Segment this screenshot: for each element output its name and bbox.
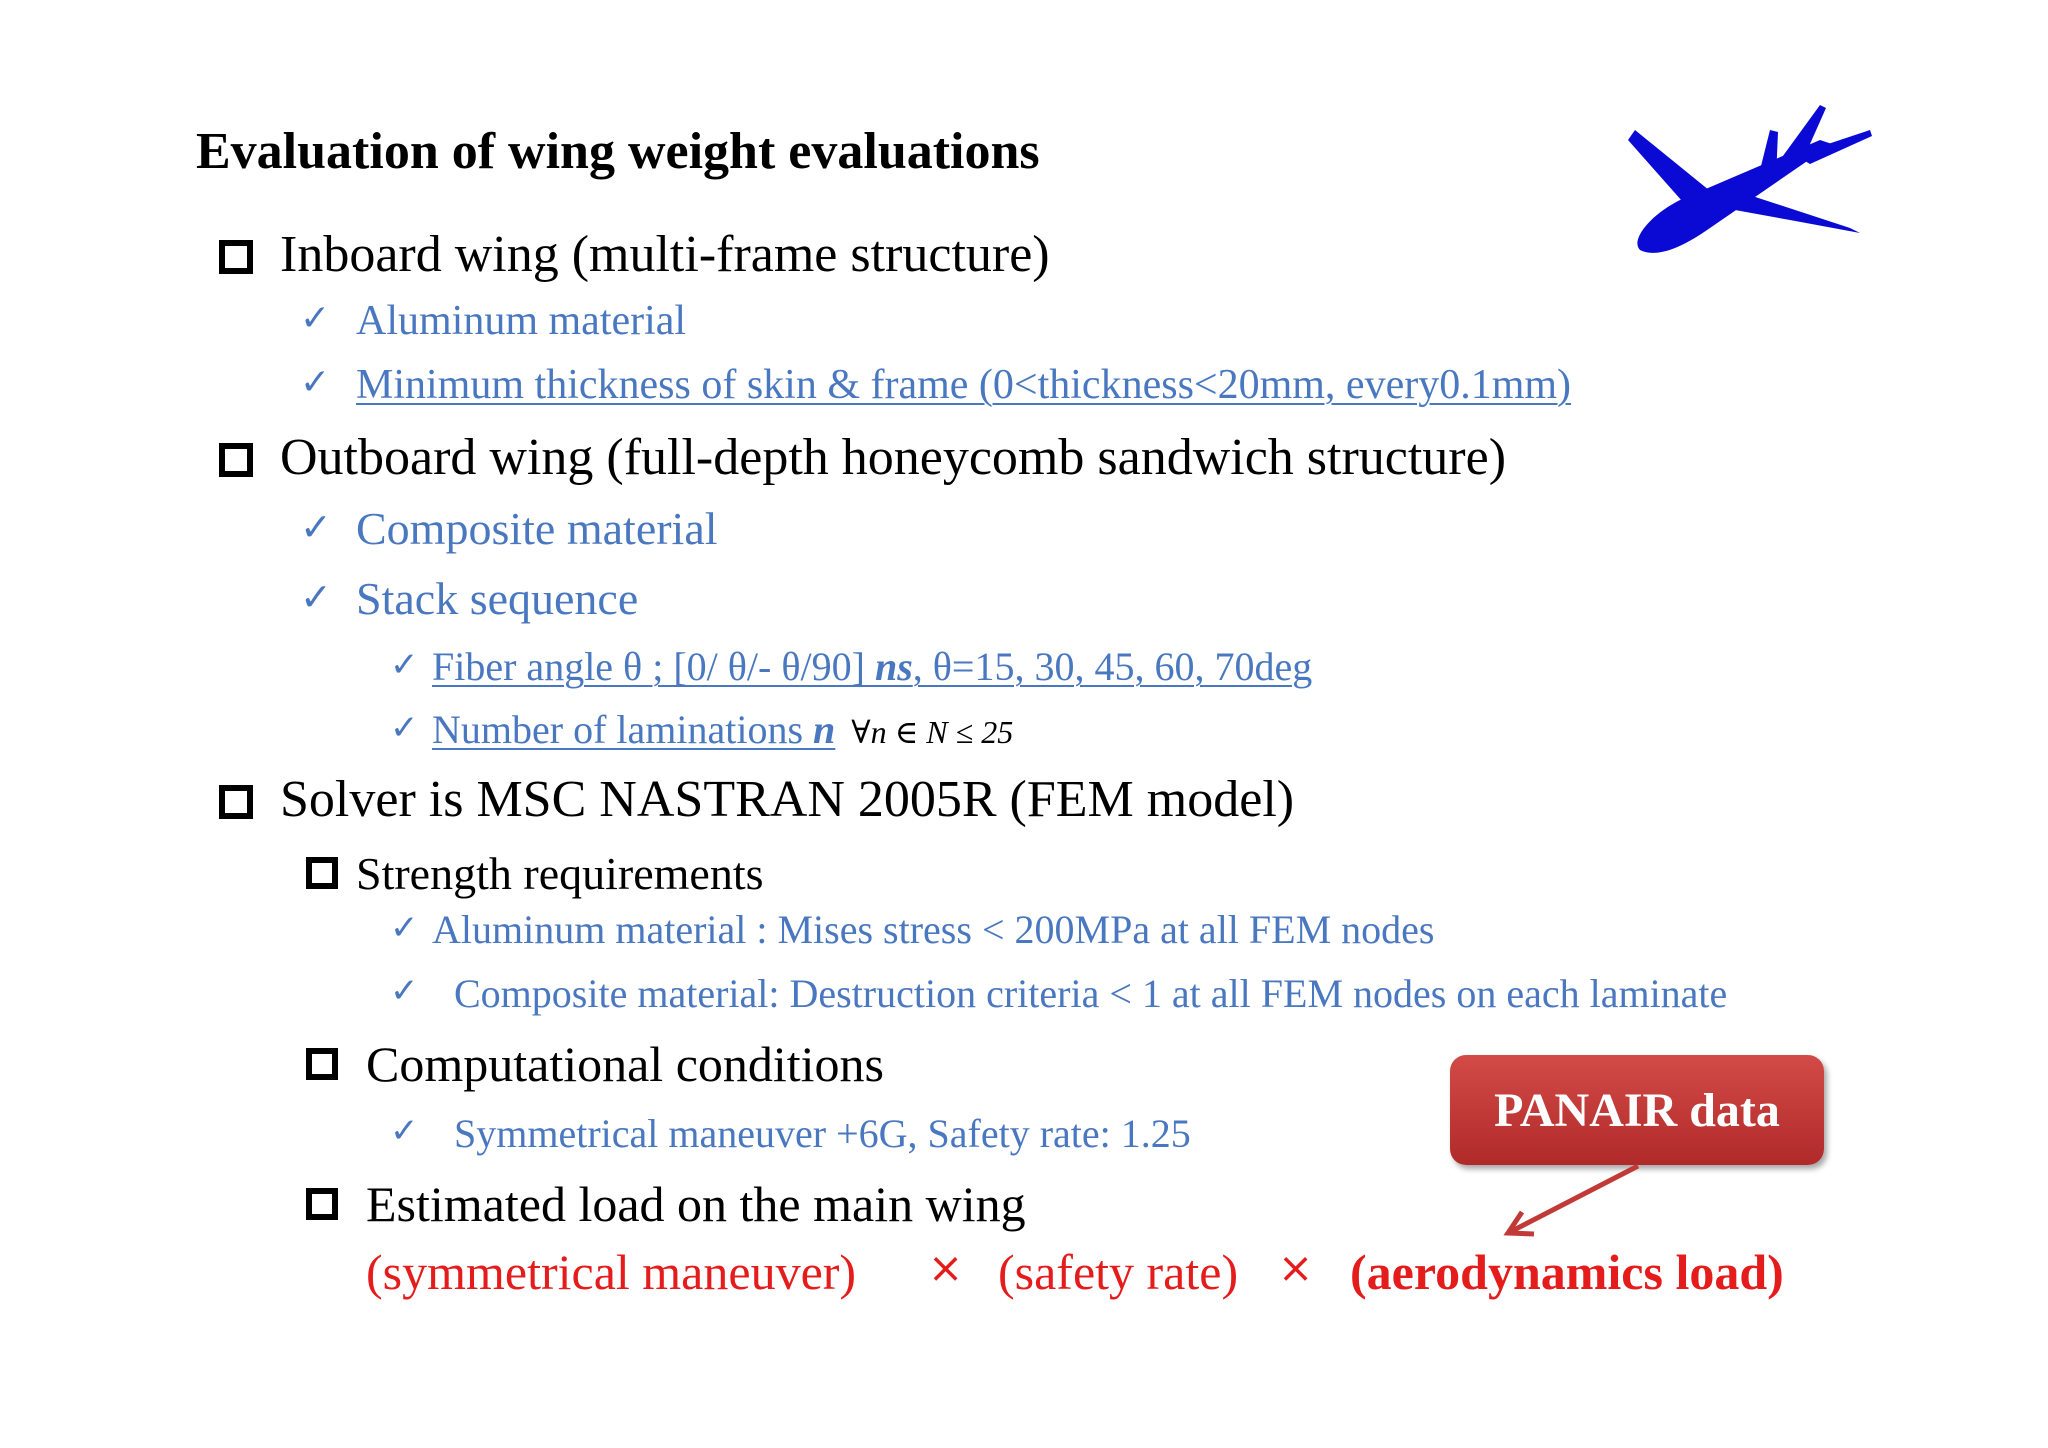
formula-aerodynamics-load: (aerodynamics load) bbox=[1350, 1244, 1784, 1300]
page-title: Evaluation of wing weight evaluations bbox=[196, 123, 1040, 180]
conditions-heading: Computational conditions bbox=[366, 1036, 885, 1092]
bullet-square-icon bbox=[306, 1048, 338, 1080]
outboard-item-stack: Stack sequence bbox=[356, 573, 639, 624]
check-icon: ✓ bbox=[390, 971, 419, 1011]
outboard-heading: Outboard wing (full-depth honeycomb sandwich structure) bbox=[280, 429, 1507, 486]
fiber-angle-ns: ns bbox=[874, 644, 913, 689]
bullet-square-icon bbox=[219, 240, 253, 274]
check-icon: ✓ bbox=[390, 1111, 419, 1151]
check-icon: ✓ bbox=[300, 505, 332, 549]
inboard-heading: Inboard wing (multi-frame structure) bbox=[280, 226, 1050, 283]
formula-safety-rate: (safety rate) bbox=[998, 1244, 1239, 1300]
fiber-angle-text: Fiber angle θ ; [0/ θ/- θ/90] bbox=[432, 644, 875, 689]
multiply-icon: × bbox=[928, 1243, 964, 1292]
strength-item-composite: Composite material: Destruction criteria < 1 at all FEM nodes on each laminate bbox=[454, 971, 1728, 1016]
bullet-square-icon bbox=[219, 785, 253, 819]
check-icon: ✓ bbox=[390, 708, 419, 748]
laminations-text: Number of laminations bbox=[432, 707, 814, 752]
strength-heading: Strength requirements bbox=[356, 848, 764, 899]
laminations-link[interactable] bbox=[432, 707, 835, 752]
check-icon: ✓ bbox=[300, 575, 332, 619]
aircraft-icon bbox=[1620, 100, 1880, 270]
bullet-square-icon bbox=[306, 857, 338, 889]
inboard-item-thickness-link[interactable]: Minimum thickness of skin & frame (0<thickness<20mm, every0.1mm) bbox=[356, 362, 1572, 408]
load-heading: Estimated load on the main wing bbox=[366, 1176, 1026, 1232]
multiply-icon: × bbox=[1278, 1243, 1314, 1292]
laminations-math: ∀n ∈ N ≤ 25 bbox=[851, 714, 1014, 750]
inboard-item-aluminum: Aluminum material bbox=[356, 298, 687, 344]
fiber-angle-link[interactable] bbox=[432, 643, 1312, 690]
check-icon: ✓ bbox=[300, 362, 331, 403]
solver-heading: Solver is MSC NASTRAN 2005R (FEM model) bbox=[280, 771, 1295, 828]
laminations-n: n bbox=[813, 707, 836, 752]
conditions-item-maneuver: Symmetrical maneuver +6G, Safety rate: 1.25 bbox=[454, 1111, 1191, 1156]
check-icon: ✓ bbox=[390, 645, 419, 685]
bullet-square-icon bbox=[306, 1188, 338, 1220]
fiber-angle-values: , θ=15, 30, 45, 60, 70deg bbox=[912, 644, 1313, 689]
bullet-square-icon bbox=[219, 443, 253, 477]
panair-data-callout: PANAIR data bbox=[1450, 1055, 1824, 1165]
arrow-icon bbox=[1480, 1160, 1660, 1260]
check-icon: ✓ bbox=[390, 908, 419, 948]
formula-symmetrical-maneuver: (symmetrical maneuver) bbox=[366, 1244, 857, 1300]
outboard-item-composite: Composite material bbox=[356, 503, 718, 554]
laminations-item bbox=[432, 706, 1013, 753]
check-icon: ✓ bbox=[300, 298, 331, 339]
strength-item-aluminum: Aluminum material : Mises stress < 200MPa at all FEM nodes bbox=[432, 907, 1435, 952]
